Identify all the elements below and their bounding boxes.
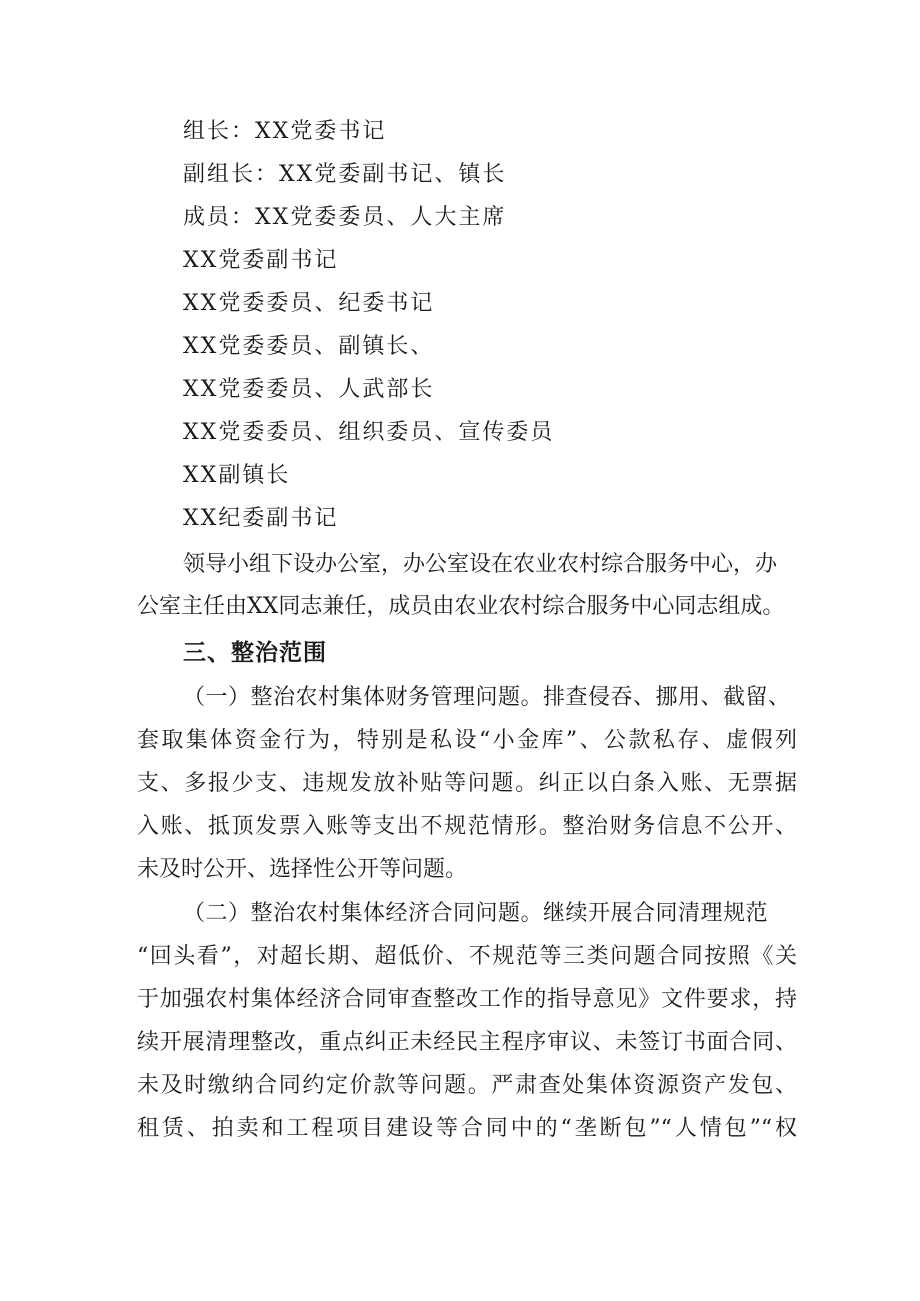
paragraph-line: 于加强农村集体经济合同审查整改工作的指导意见》文件要求，持 [137, 987, 797, 1012]
member-line: XX党委委员、组织委员、宣传委员 [183, 420, 555, 445]
paragraph-line: 套取集体资金行为，特别是私设“小金库”、公款私存、虚假列 [137, 728, 797, 753]
member-line: XX党委委员、纪委书记 [183, 291, 435, 316]
paragraph-line: 租赁、拍卖和工程项目建设等合同中的“垄断包”“人情包”“权 [137, 1116, 797, 1141]
paragraph-line: 支、多报少支、违规发放补贴等问题。纠正以白条入账、无票据 [137, 771, 797, 796]
member-line: XX党委委员、副镇长、 [183, 334, 435, 359]
member-line: XX党委委员、人武部长 [183, 377, 435, 402]
member-line: 组长：XX党委书记 [183, 119, 387, 144]
paragraph-line: （一）整治农村集体财务管理问题。排查侵吞、挪用、截留、 [183, 685, 791, 710]
paragraph-line: 续开展清理整改，重点纠正未经民主程序审议、未签订书面合同、 [137, 1030, 797, 1055]
paragraph-line: 入账、抵顶发票入账等支出不规范情形。整治财务信息不公开、 [137, 814, 797, 839]
member-line: XX党委副书记 [183, 248, 339, 273]
paragraph-line: 未及时公开、选择性公开等问题。 [137, 857, 468, 882]
member-line: XX副镇长 [183, 463, 291, 488]
member-line: 副组长：XX党委副书记、镇长 [183, 162, 507, 187]
office-paragraph-line: 公室主任由XX同志兼任，成员由农业农村综合服务中心同志组成。 [137, 594, 785, 619]
member-line: XX纪委副书记 [183, 506, 339, 531]
paragraph-line: 未及时缴纳合同约定价款等问题。严肃查处集体资源资产发包、 [137, 1073, 797, 1098]
member-line: 成员：XX党委委员、人大主席 [183, 205, 507, 230]
office-paragraph-line: 领导小组下设办公室，办公室设在农业农村综合服务中心，办 [183, 552, 778, 577]
section-heading: 三、整治范围 [183, 640, 327, 666]
paragraph-line: （二）整治农村集体经济合同问题。继续开展合同清理规范 [183, 901, 769, 926]
paragraph-line: “回头看”，对超长期、超低价、不规范等三类问题合同按照《关 [137, 944, 797, 969]
